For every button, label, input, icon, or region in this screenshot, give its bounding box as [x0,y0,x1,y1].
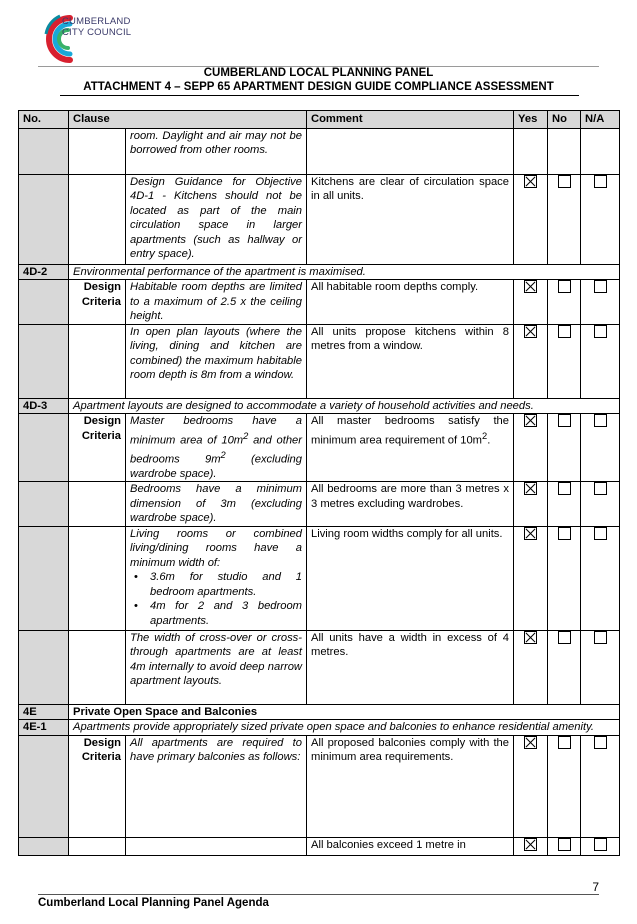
clause-text: Design Guidance for Objective 4D-1 - Kitchens should not be located as part of the main circulation space in larger apartments (such as hallway or entry space). [126,174,307,264]
comment-text: All units propose kitchens within 8 metres from a window. [307,324,514,398]
comment-text: All bedrooms are more than 3 metres x 3 metres excluding wardrobes. [307,482,514,527]
no-checkbox[interactable] [558,527,571,540]
na-checkbox[interactable] [594,527,607,540]
clause-number: 4D-3 [19,398,69,414]
no-checkbox[interactable] [558,631,571,644]
col-header-na: N/A [581,111,620,129]
table-row [19,128,620,174]
table-row [19,482,620,527]
section-row [19,704,620,720]
title-underline [60,95,579,96]
comment-text: All master bedrooms satisfy the minimum area requirement of $10m^2$. [307,414,514,482]
document-title: CUMBERLAND LOCAL PLANNING PANEL [203,67,434,79]
footer-rule [38,894,599,895]
no-checkbox[interactable] [558,838,571,851]
col-header-yes: Yes [514,111,548,129]
na-checkbox[interactable] [594,631,607,644]
na-checkbox[interactable] [594,325,607,338]
no-checkbox[interactable] [558,325,571,338]
bullet-item: • 3.6m for studio and 1 bedroom apartments. [142,570,302,599]
clause-text: Master bedrooms have a minimum area of $10m^2$ and other bedrooms $9m^2$ (excluding wardrobe space). [126,414,307,482]
compliance-table [18,110,620,856]
table-row [19,280,620,325]
table-row [19,526,620,630]
section-title: Private Open Space and Balconies [69,704,620,720]
clause-number: 4E [19,704,69,720]
clause-text: room. Daylight and air may not be borrowed from other rooms. [126,128,307,174]
yes-checkbox[interactable] [524,325,537,338]
na-checkbox[interactable] [594,482,607,495]
clause-text: The width of cross-over or cross-through apartments are at least 4m internally to avoid deep narrow apartment layouts. [126,630,307,704]
yes-checkbox[interactable] [524,482,537,495]
objective-text: Apartments provide appropriately sized private open space and balconies to enhance residential amenity. [69,720,620,736]
objective-text: Apartment layouts are designed to accommodate a variety of household activities and needs. [69,398,620,414]
yes-checkbox[interactable] [524,280,537,293]
clause-text: Bedrooms have a minimum dimension of 3m (excluding wardrobe space). [126,482,307,527]
na-checkbox[interactable] [594,175,607,188]
objective-row [19,398,620,414]
comment-text: All proposed balconies comply with the minimum area requirements. [307,735,514,837]
no-checkbox[interactable] [558,175,571,188]
comment-text: All habitable room depths comply. [307,280,514,325]
table-row [19,630,620,704]
clause-text: All apartments are required to have primary balconies as follows: [126,735,307,837]
clause-text: Habitable room depths are limited to a maximum of 2.5 x the ceiling height. [126,280,307,325]
na-checkbox[interactable] [594,838,607,851]
table-row [19,174,620,264]
comment-text: Living room widths comply for all units. [307,526,514,630]
no-checkbox[interactable] [558,414,571,427]
col-header-comment: Comment [307,111,514,129]
comment-text: All balconies exceed 1 metre in [307,837,514,856]
bullet-item: • 4m for 2 and 3 bedroom apartments. [142,599,302,628]
na-checkbox[interactable] [594,414,607,427]
yes-checkbox[interactable] [524,414,537,427]
comment-text: All units have a width in excess of 4 metres. [307,630,514,704]
col-header-no: No. [19,111,69,129]
objective-row [19,264,620,280]
design-criteria-label: Design Criteria [69,735,126,837]
design-criteria-label: Design Criteria [69,414,126,482]
table-row [19,324,620,398]
objective-row [19,720,620,736]
footer-text: Cumberland Local Planning Panel Agenda [38,897,269,909]
col-header-no-col: No [548,111,581,129]
table-header-row [19,111,620,129]
yes-checkbox[interactable] [524,175,537,188]
yes-checkbox[interactable] [524,736,537,749]
table-row [19,837,620,856]
page-number: 7 [592,880,599,894]
org-name: CUMBERLAND CITY COUNCIL [62,16,132,38]
clause-number: 4E-1 [19,720,69,736]
design-criteria-label: Design Criteria [69,280,126,325]
clause-text: Living rooms or combined living/dining rooms have a minimum width of: • 3.6m for studio and 1 bedroom apartments. • 4m for 2 and 3 bedroom apartments. [126,526,307,630]
no-checkbox[interactable] [558,482,571,495]
document-subtitle: ATTACHMENT 4 – SEPP 65 APARTMENT DESIGN GUIDE COMPLIANCE ASSESSMENT [83,81,554,93]
na-checkbox[interactable] [594,736,607,749]
yes-checkbox[interactable] [524,631,537,644]
clause-text: In open plan layouts (where the living, dining and kitchen are combined) the maximum habitable room depth is 8m from a window. [126,324,307,398]
clause-number: 4D-2 [19,264,69,280]
na-checkbox[interactable] [594,280,607,293]
col-header-clause: Clause [69,111,307,129]
comment-text: Kitchens are clear of circulation space in all units. [307,174,514,264]
no-checkbox[interactable] [558,736,571,749]
yes-checkbox[interactable] [524,838,537,851]
objective-text: Environmental performance of the apartment is maximised. [69,264,620,280]
table-row [19,735,620,837]
no-checkbox[interactable] [558,280,571,293]
table-row [19,414,620,482]
yes-checkbox[interactable] [524,527,537,540]
